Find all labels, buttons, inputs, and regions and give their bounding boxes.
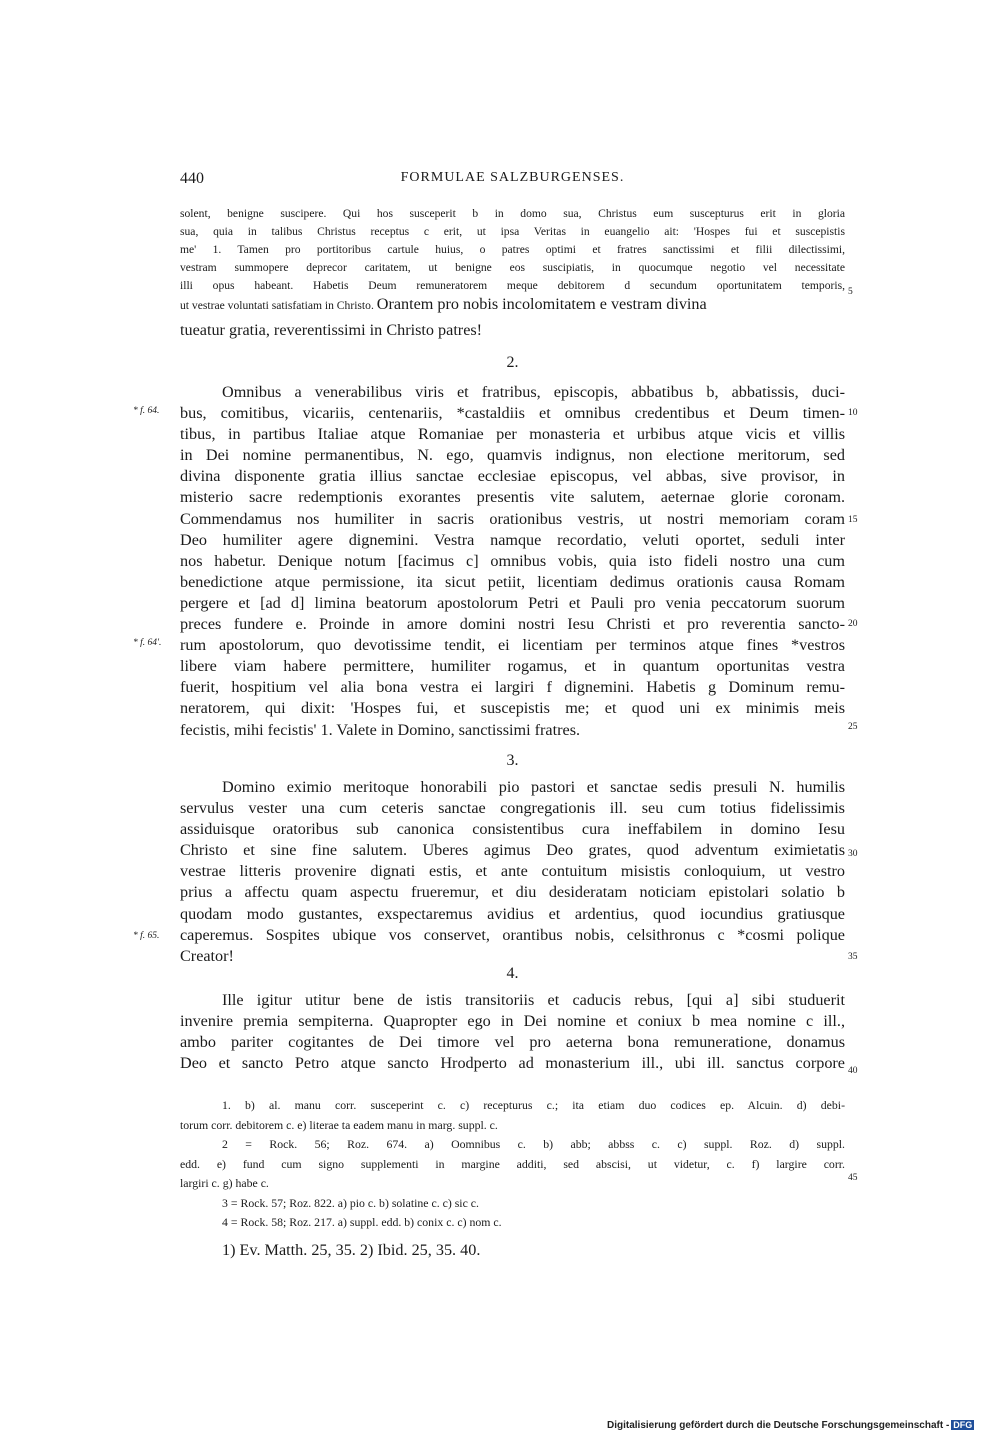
text-line: fuerit, hospitium vel alia bona vestra ei largiri f dignemini. Habetis g Dominum remu- <box>180 678 845 697</box>
text-line: tueatur gratia, reverentissimi in Christo patres! <box>180 321 483 339</box>
text-line: Christo et sine fine salutem. Uberes agimus Deo grates, quod adventum eximietatis <box>180 841 845 860</box>
footnote-line: largiri c. g) habe c. <box>180 1176 269 1190</box>
footnote-line: 3 = Rock. 57; Roz. 822. a) pio c. b) solatine c. c) sic c. <box>222 1195 479 1210</box>
text-line-small: ut vestrae voluntati satisfatiam in Christo. <box>180 299 374 313</box>
text-line: rum apostolorum, quo devotissime tendit, ei licentiam per terminos atque fines *vestros <box>180 636 845 655</box>
folio-note: * f. 65. <box>133 931 160 941</box>
text-line: libere viam habere permittere, humiliter rogamus, et in quantum oportunitas vestra <box>180 657 845 676</box>
text-line: vestram summopere deprecor caritatem, ut benigne eos suscipiatis, in quocumque negotio vel necessitate <box>180 261 845 275</box>
text-line: invenire premia sempiterna. Quapropter ego in Dei nomine et coniux b mea nomine c ill., <box>180 1012 845 1031</box>
text-line: illi opus habeant. Habetis Deum remuneratorem meque debitorem d secundum oportunitatem temporis, <box>180 279 845 293</box>
text-line: me' 1. Tamen pro portitoribus cartule huius, o patres optimi et fratres sanctissimi et filii dilectissimi, <box>180 243 845 257</box>
text-line-large: Orantem pro nobis incolomitatem e vestram divina <box>376 295 707 314</box>
digitization-credit <box>607 1420 974 1431</box>
footnote-line: 1. b) al. manu corr. susceperint c. c) recepturus c.; ita etiam duo codices ep. Alcuin. d) debi- <box>222 1098 845 1112</box>
footnote-line: 2 = Rock. 56; Roz. 674. a) Oomnibus c. b) abb; abbss c. c) suppl. Roz. d) suppl. <box>222 1137 845 1151</box>
line-number: 40 <box>848 1066 858 1076</box>
text-line: solent, benigne suscipere. Qui hos susceperit b in domo sua, Christus eum suscepturus erit in gloria <box>180 207 845 220</box>
section-4-text <box>180 990 845 1074</box>
text-line: Deo humiliter agere dignemini. Vestra namque recordatio, veluti oportet, seduli inter <box>180 530 845 549</box>
text-line: assiduisque oratoribus sub canonica consistentibus cura ineffabilem in domino Iesu <box>180 820 845 839</box>
text-line: Creator! <box>180 946 234 965</box>
line-number: 25 <box>848 722 858 732</box>
section-3-text <box>180 777 845 967</box>
credit-text: Digitalisierung gefördert durch die Deutsche Forschungsgemeinschaft - <box>607 1420 950 1431</box>
text-line: Domino eximio meritoque honorabili pio pastori et sanctae sedis presuli N. humilis <box>222 778 845 796</box>
folio-note: * f. 64'. <box>133 638 162 648</box>
text-line: benedictione atque permissione, ita sicut petiit, licentiam dedimus orationis causa Romam <box>180 572 845 591</box>
line-number: 20 <box>848 619 858 629</box>
text-line: neratorem, qui dixit: 'Hospes fui, et suscepistis me; et quod uni ex minimis meis <box>180 699 845 718</box>
text-line: preces fundere e. Proinde in amore domini nostri Iesu Christi et pro reverentia sancto- <box>180 615 845 634</box>
text-line: divina disponente gratia illius sanctae ecclesiae episcopus, vel abbas, sive provisor, in <box>180 467 845 486</box>
footnote-line: edd. e) fund cum signo supplementi in margine additi, sed abscisi, ut videtur, c. f) largire corr. <box>180 1156 845 1171</box>
intro-text <box>180 205 845 316</box>
text-line: bus, comitibus, vicariis, centenariis, *castaldiis et omnibus credentibus et Deum timen- <box>180 404 845 423</box>
text-line: vestrae litteris provenire dignati estis, et ante contuitum misistis conloquium, ut vestro <box>180 862 845 881</box>
page-number: 440 <box>180 170 204 187</box>
text-line: Deo et sancto Petro atque sancto Hrodperto ad monasterium ill., ubi ill. sanctus corpore <box>180 1054 845 1073</box>
line-number: 45 <box>848 1173 858 1183</box>
text-line: Ille igitur utitur bene de istis transitoriis et caducis rebus, [qui a] sibi studuerit <box>222 991 845 1009</box>
section-number-3: 3. <box>506 752 519 769</box>
text-line: prius a affectu quam aspectu frueremur, et diu desideratam noticiam epistolari solatio b <box>180 883 845 902</box>
text-line: pergere et [ad d] limina beatorum apostolorum Petri et Pauli pro venia peccatorum suorum <box>180 593 845 612</box>
text-line: misterio sacre redemptionis exorantes presentis vite salutem, aeternae glorie coronam. <box>180 488 845 507</box>
intro-closing <box>180 320 845 341</box>
text-line: quodam modo gustantes, exspectaremus avidius et ardentius, quod iocundius gratiusque <box>180 904 845 923</box>
line-number: 30 <box>848 849 858 859</box>
text-line: in Dei nomine permanentibus, N. ego, quamvis indignus, non electione meritorum, sed <box>180 446 845 465</box>
text-line: tibus, in partibus Italiae atque Romaniae per monasteria et urbibus atque vicis et villis <box>180 425 845 444</box>
text-line: servulus vester una cum ceteris sanctae congregationis ill. seu cum totius fidelissimis <box>180 799 845 818</box>
page-header <box>180 170 845 192</box>
reference-line: 1) Ev. Matth. 25, 35. 2) Ibid. 25, 35. 40. <box>222 1241 481 1259</box>
source-references <box>180 1240 845 1261</box>
running-title: FORMULAE SALZBURGENSES. <box>400 170 625 185</box>
text-line: Commendamus nos humiliter in sacris orationibus vestris, ut nostri memoriam coram <box>180 509 845 528</box>
text-line: fecistis, mihi fecistis' 1. Valete in Domino, sanctissimi fratres. <box>180 720 581 739</box>
footnote-line: 4 = Rock. 58; Roz. 217. a) suppl. edd. b) conix c. c) nom c. <box>222 1215 502 1229</box>
section-number-2: 2. <box>506 354 519 371</box>
section-number-4: 4. <box>506 965 519 982</box>
footnotes <box>180 1096 845 1233</box>
text-line: nos habetur. Denique notum [facimus c] omnibus vobis, quia isto fideli nostro una cum <box>180 551 845 570</box>
footnote-line: torum corr. debitorem c. e) literae ta eadem manu in marg. suppl. c. <box>180 1117 498 1132</box>
dfg-logo: DFG <box>953 1420 973 1430</box>
text-line: caperemus. Sospites ubique vos conservet, orantibus nobis, celsithronus c *cosmi polique <box>180 925 845 944</box>
section-2-text <box>180 382 845 741</box>
text-line: Omnibus a venerabilibus viris et fratribus, episcopis, abbatibus b, abbatissis, duci- <box>222 383 845 401</box>
text-line <box>180 295 845 315</box>
line-number: 15 <box>848 515 858 525</box>
text-line: ambo pariter cogitantes de Dei timore vel pro aeterna bona remuneratione, donamus <box>180 1033 845 1052</box>
text-line: sua, quia in talibus Christus receptus c erit, ut ipsa Veritas in euangelio ait: 'Hospes fui et suscepistis <box>180 225 845 239</box>
line-number: 35 <box>848 952 858 962</box>
folio-note: * f. 64. <box>133 406 160 416</box>
line-number: 5 <box>848 287 853 297</box>
line-number: 10 <box>848 408 858 418</box>
